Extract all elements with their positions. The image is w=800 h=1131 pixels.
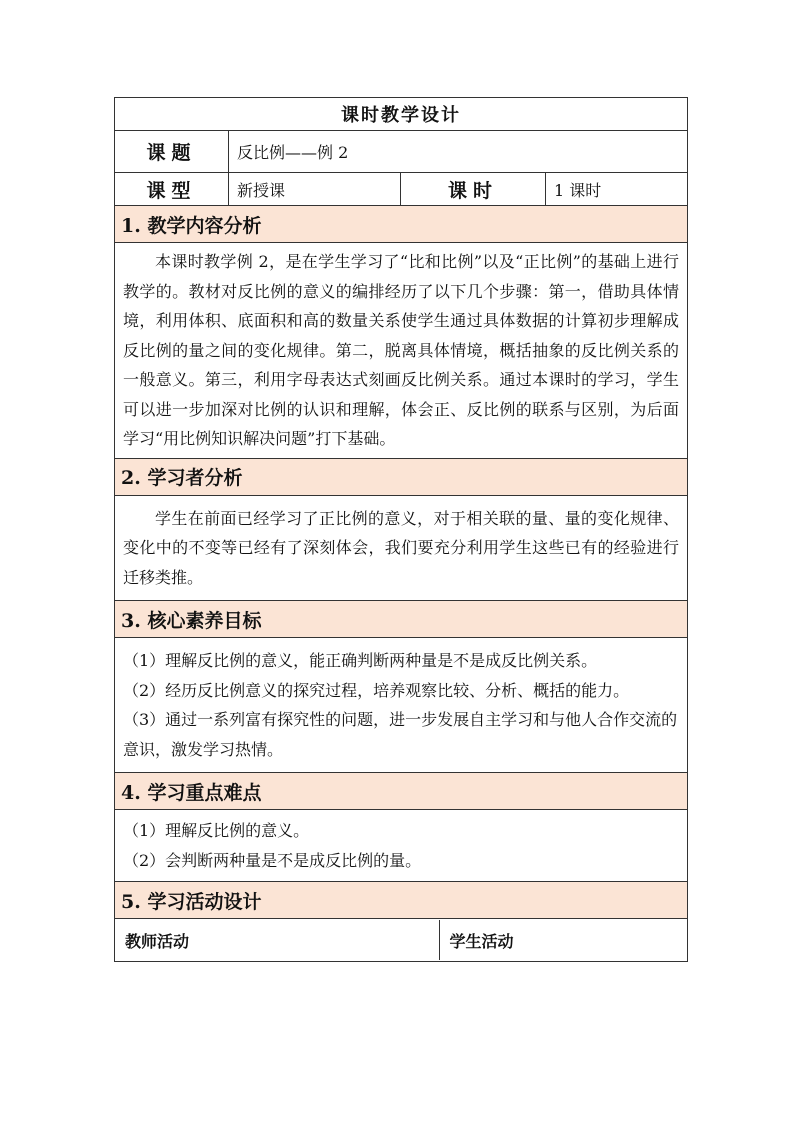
student-activity-header: 学生活动 bbox=[439, 920, 688, 960]
activity-header-table bbox=[115, 920, 688, 960]
lesson-design-table bbox=[114, 97, 688, 962]
list-item: （1）理解反比例的意义，能正确判断两种量是不是成反比例关系。 bbox=[123, 651, 598, 670]
section-heading-activity-design: 5. 学习活动设计 bbox=[115, 882, 688, 919]
key-points-list bbox=[115, 810, 688, 882]
section-heading-content-analysis: 1. 教学内容分析 bbox=[115, 206, 688, 243]
list-item: （1）理解反比例的意义。 bbox=[123, 821, 310, 840]
activity-columns bbox=[115, 919, 688, 962]
document-title: 课时教学设计 bbox=[115, 98, 688, 131]
section-heading-learner-analysis: 2. 学习者分析 bbox=[115, 458, 688, 495]
learner-analysis-paragraph: 学生在前面已经学习了正比例的意义，对于相关联的量、量的变化规律、变化中的不变等已经有了深刻体会，我们要充分利用学生这些已有的经验进行迁移类推。 bbox=[123, 508, 679, 587]
teacher-activity-header: 教师活动 bbox=[125, 931, 190, 951]
period-label: 课时 bbox=[401, 173, 546, 206]
type-value: 新授课 bbox=[229, 173, 401, 206]
core-goals-list bbox=[115, 638, 688, 773]
learner-analysis-body bbox=[115, 495, 688, 601]
content-analysis-paragraph: 本课时教学例 2，是在学生学习了“比和比例”以及“正比例”的基础上进行教学的。教材对反比例的意义的编排经历了以下几个步骤：第一，借助具体情境，利用体积、底面积和高的数量关系使学生通过具体数据的计算初步理解成反比例的量之间的变化规律。第二，脱离具体情境，概括抽象的反比例关系的一般意义。第三，利用字母表达式刻画反比例关系。通过本课时的学习，学生可以进一步加深对比例的认识和理解，体会正、反比例的联系与区别，为后面学习“用比例知识解决问题”打下基础。 bbox=[123, 252, 679, 448]
section-heading-core-goals: 3. 核心素养目标 bbox=[115, 601, 688, 638]
lesson-design-sheet bbox=[114, 97, 687, 962]
content-analysis-body bbox=[115, 243, 688, 459]
list-item: （2）会判断两种量是不是成反比例的量。 bbox=[123, 850, 422, 870]
topic-value: 反比例——例 2 bbox=[229, 131, 688, 173]
list-item: （2）经历反比例意义的探究过程，培养观察比较、分析、概括的能力。 bbox=[123, 680, 630, 700]
list-item: （3）通过一系列富有探究性的问题，进一步发展自主学习和与他人合作交流的意识，激发学习热情。 bbox=[123, 710, 678, 759]
section-heading-key-points: 4. 学习重点难点 bbox=[115, 773, 688, 810]
type-label: 课型 bbox=[115, 173, 229, 206]
period-value: 1 课时 bbox=[546, 173, 688, 206]
topic-label: 课题 bbox=[115, 131, 229, 173]
